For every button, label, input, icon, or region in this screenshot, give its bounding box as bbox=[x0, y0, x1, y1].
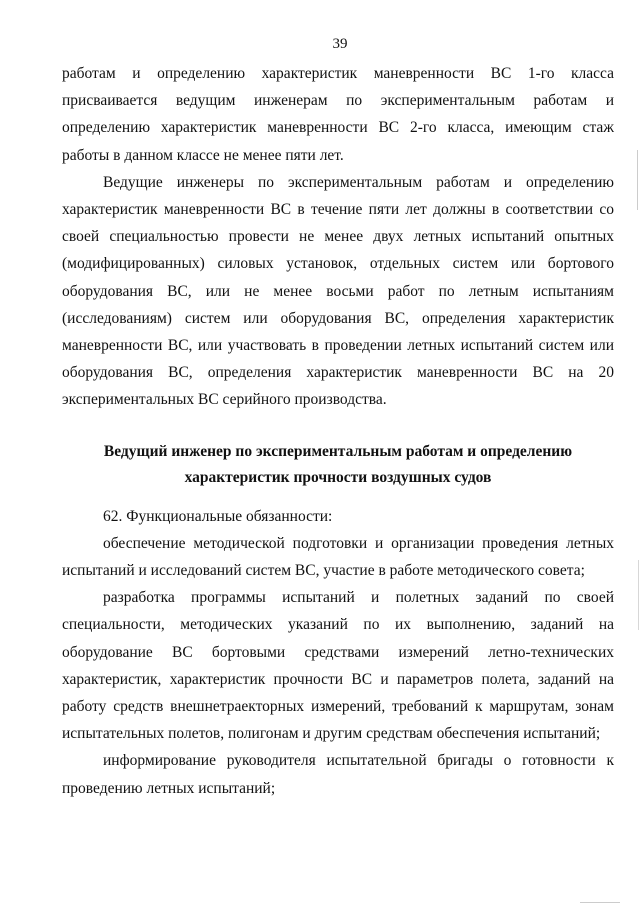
page-number: 39 bbox=[332, 36, 348, 52]
section-heading-line-2: характеристик прочности воздушных судов bbox=[184, 468, 492, 486]
scan-edge-mark bbox=[638, 560, 639, 630]
paragraph-continuation: работам и определению характеристик маневренности ВС 1-го класса присваивается ведущим инженерам по экспериментальным работам и определению характеристик маневренности ВС 2-го класса, имеющим стаж работы в данном классе не менее пяти лет. bbox=[62, 65, 614, 164]
duty-item-methodical: обеспечение методической подготовки и организации проведения летных испытаний и исследований систем ВС, участие в работе методического совета; bbox=[62, 534, 614, 580]
section-heading-line-1: Ведущий инженер по экспериментальным работам и определению bbox=[103, 442, 573, 460]
section-heading bbox=[62, 439, 614, 491]
duty-item-program: разработка программы испытаний и полетных заданий по своей специальности, методических указаний по их выполнению, заданий на оборудование ВС бортовыми средствами измерений летно-технических характеристик, характеристик прочности ВС и параметров полета, заданий на работу средств внешнетраекторных измерений, требований к маршрутам, зонам испытательных полетов, полигонам и другим средствам обеспечения испытаний; bbox=[62, 589, 614, 743]
scan-edge-mark bbox=[637, 150, 638, 210]
document-body bbox=[62, 60, 614, 802]
duty-item-informing: информирование руководителя испытательной бригады о готовности к проведению летных испытаний; bbox=[62, 752, 614, 797]
paragraph-lead-engineers: Ведущие инженеры по экспериментальным работам и определению характеристик маневренности ВС в течение пяти лет должны в соответствии со своей специальностью провести не менее двух летных испытаний опытных (модифицированных) силовых установок, отдельных систем или бортового оборудования ВС, или не менее восьми работ по летным испытаниям (исследованиям) систем или оборудования ВС, определения характеристик маневренности ВС, или участвовать в проведении летных испытаний систем или оборудования ВС, определения характеристик маневренности ВС на 20 экспериментальных ВС серийного производства. bbox=[62, 173, 614, 409]
section-62-title: 62. Функциональные обязанности: bbox=[103, 507, 333, 525]
scan-edge-mark bbox=[580, 902, 620, 903]
